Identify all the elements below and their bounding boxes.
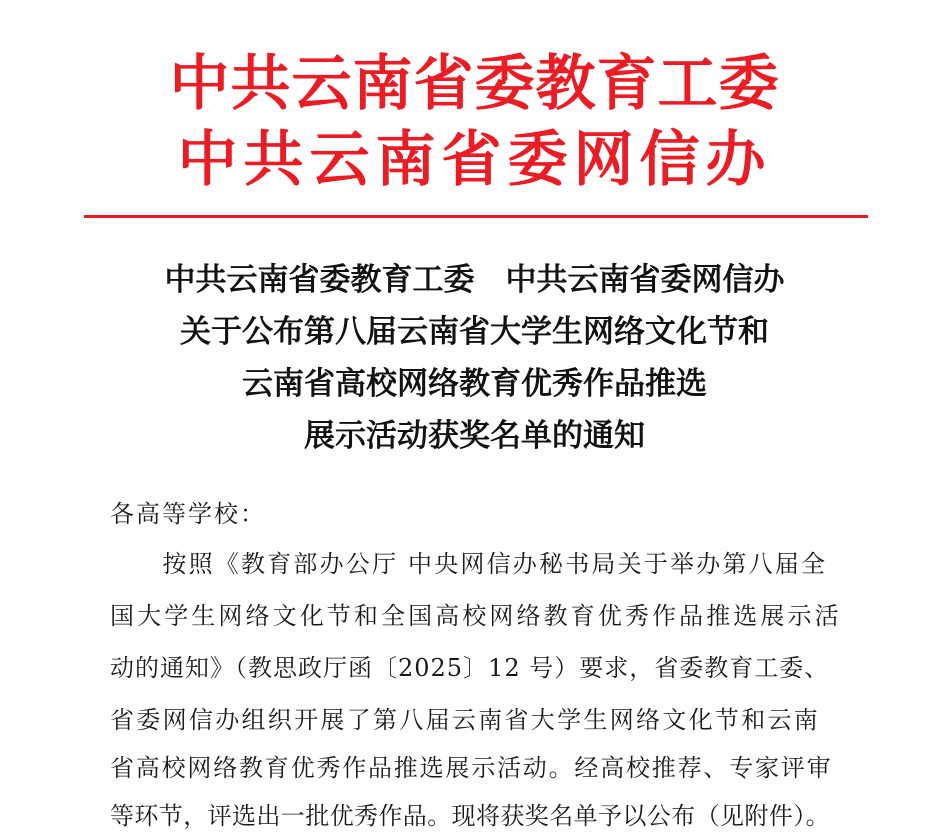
body-paragraph-line: 按照《教育部办公厅 中央网信办秘书局关于举办第八届全 <box>110 550 828 578</box>
body-paragraph-line: 等环节，评选出一批优秀作品。现将获奖名单予以公布（见附件）。 <box>110 802 830 830</box>
issuer-header-line-2: 中共云南省委网信办 <box>177 125 772 195</box>
document-title-line-3: 云南省高校网络教育优秀作品推选 <box>242 366 707 402</box>
body-paragraph-line: 省高校网络教育优秀作品推选展示活动。经高校推荐、专家评审 <box>110 754 833 782</box>
issuer-header-line-1: 中共云南省委教育工委 <box>169 49 780 119</box>
document-title-line-1: 中共云南省委教育工委 中共云南省委网信办 <box>164 262 785 298</box>
body-paragraph-line: 动的通知》（教思政厅函〔2025〕12 号）要求，省委教育工委、 <box>110 654 830 682</box>
document-title-line-4: 展示活动获奖名单的通知 <box>304 418 645 454</box>
salutation: 各高等学校： <box>110 500 266 528</box>
red-divider-line <box>84 215 868 218</box>
body-paragraph-line: 省委网信办组织开展了第八届云南省大学生网络文化节和云南 <box>110 706 821 734</box>
body-paragraph-line: 国大学生网络文化节和全国高校网络教育优秀作品推选展示活 <box>110 602 842 630</box>
document-title-line-2: 关于公布第八届云南省大学生网络文化节和 <box>180 314 769 350</box>
